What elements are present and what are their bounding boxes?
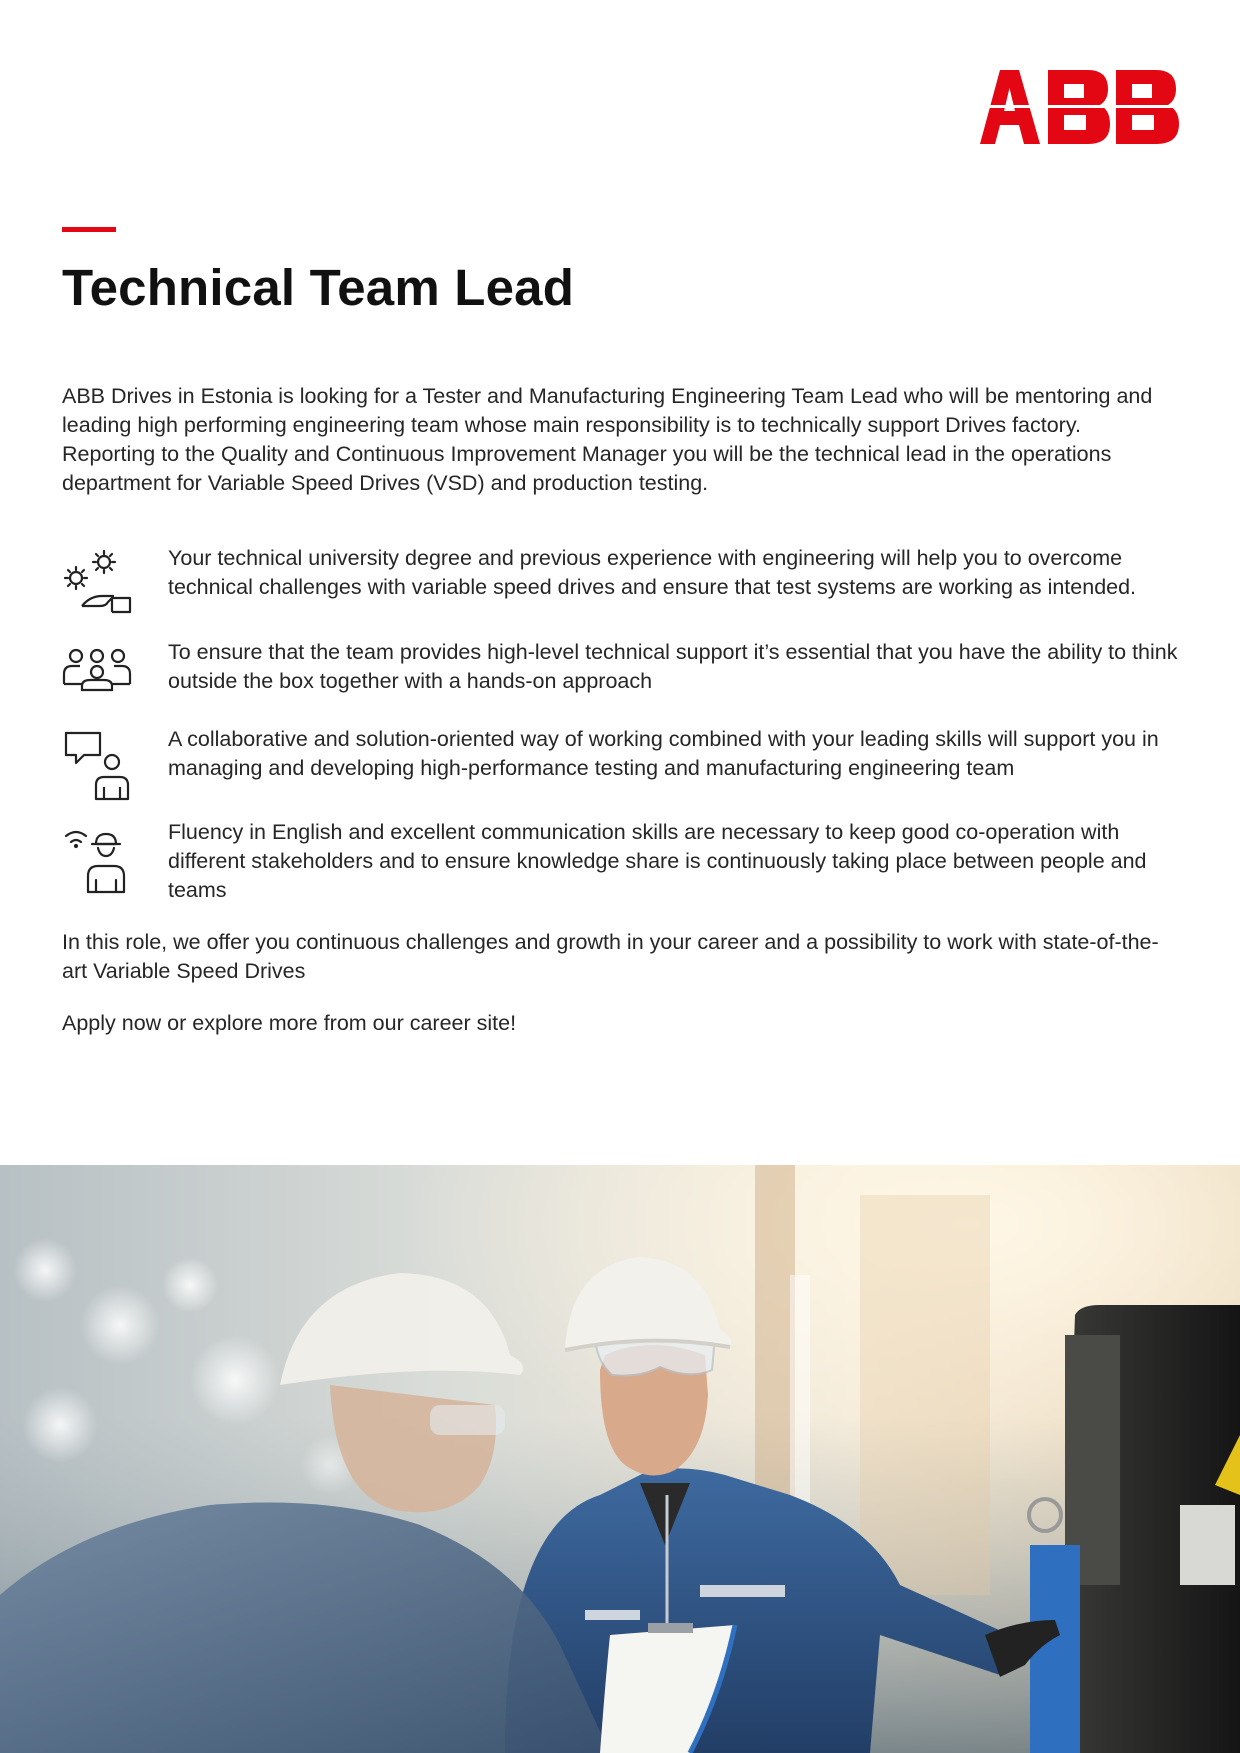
feature-text: To ensure that the team provides high-level technical support it’s essential that you have the ability to think outside the box together with a hands-on approach: [168, 640, 1178, 693]
chat-person-icon: [62, 729, 132, 801]
title-accent-bar: [62, 227, 116, 232]
feature-text: Fluency in English and excellent communication skills are necessary to keep good co-operation with different stakeholders and to ensure knowledge share is continuously taking place between people and teams: [168, 820, 1147, 902]
offer-paragraph: In this role, we offer you continuous challenges and growth in your career and a possibility to work with state-of-the-art Variable Speed Drives: [62, 930, 1159, 983]
engineers-in-hard-hats-photo: [0, 1165, 1240, 1753]
abb-logo: [980, 70, 1179, 144]
feature-text: Your technical university degree and previous experience with engineering will help you to overcome technical challenges with variable speed drives and ensure that test systems are working as intended.: [168, 546, 1137, 599]
page-title: Technical Team Lead: [62, 259, 575, 316]
communicating-worker-icon: [62, 822, 132, 894]
intro-paragraph: Reporting to the Quality and Continuous Improvement Manager you will be the technical lead in the operations department for Variable Speed Drives (VSD) and production testing.: [62, 442, 1112, 495]
apply-call-to-action: Apply now or explore more from our career site!: [62, 1011, 517, 1035]
team-icon: [62, 642, 132, 714]
feature-text: A collaborative and solution-oriented way of working combined with your leading skills will support you in managing and developing high-performance testing and manufacturing engineering team: [168, 727, 1159, 780]
intro-paragraph: ABB Drives in Estonia is looking for a Tester and Manufacturing Engineering Team Lead who will be mentoring and leading high performing engineering team whose main responsibility is to technically support Drives factory.: [62, 384, 1153, 437]
intro-section: [62, 382, 1182, 498]
gears-hand-icon: [62, 548, 132, 620]
